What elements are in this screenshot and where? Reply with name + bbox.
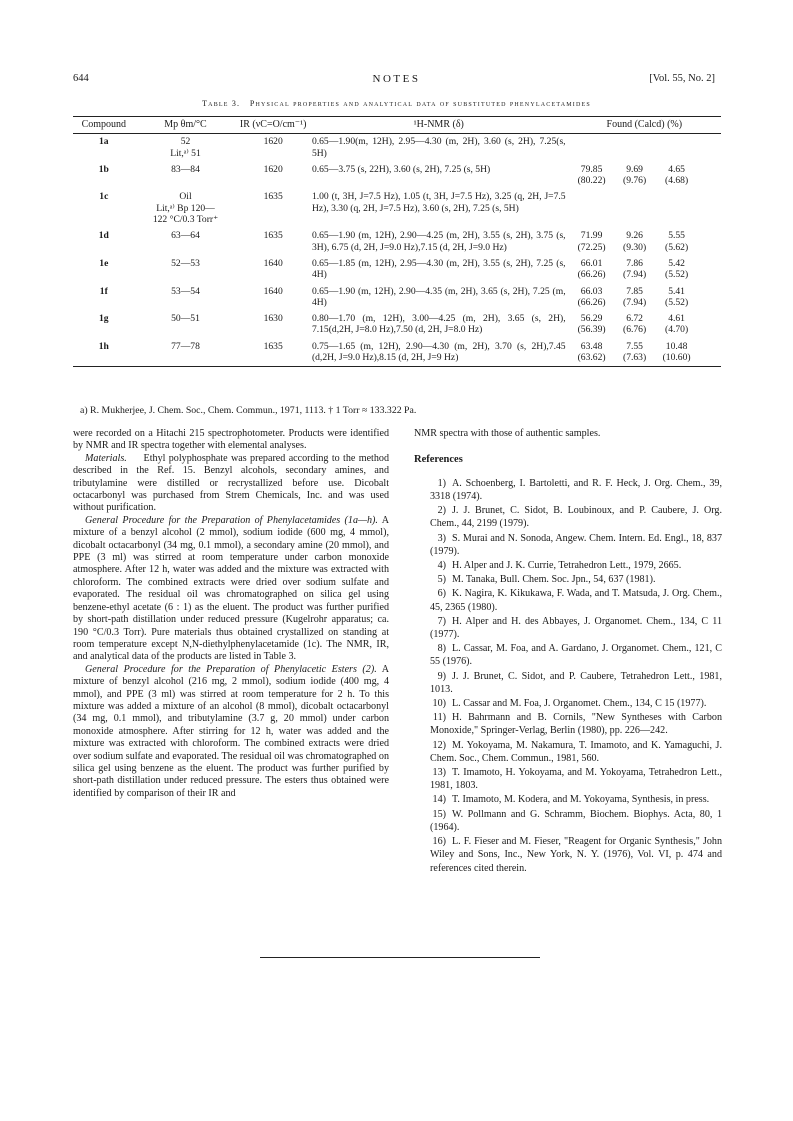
- cell-compound: 1b: [98, 163, 109, 175]
- volume-info: [Vol. 55, No. 2]: [649, 73, 715, 84]
- found-line: [570, 286, 719, 297]
- calcd-line: [570, 297, 719, 308]
- reference-number: 12): [432, 739, 446, 751]
- found-value: 56.29: [580, 313, 603, 325]
- properties-table: [73, 116, 721, 367]
- page-number: 644: [73, 73, 89, 84]
- reference-text: H. Alper and J. K. Currie, Tetrahedron Lett., 1979, 2665.: [452, 560, 682, 572]
- col-header-nmr: ¹H-NMR (δ): [310, 117, 568, 134]
- calcd-value: (80.22): [577, 175, 606, 187]
- cell-nmr: 0.65—1.85 (m, 12H), 2.95—4.30 (m, 2H), 3.55 (s, 2H), 7.25 (s, 4H): [311, 257, 566, 281]
- calcd-value: (7.94): [623, 269, 647, 281]
- calcd-line: [570, 352, 719, 363]
- reference-number: 13): [432, 767, 446, 779]
- calcd-value: (66.26): [577, 296, 606, 308]
- mp-line: 122 °C/0.3 Torr⁺: [152, 214, 219, 226]
- cell-ir: 1635: [263, 230, 283, 242]
- table-caption: [0, 99, 793, 108]
- cell-analysis: [568, 189, 721, 228]
- reference-number: 7): [437, 615, 446, 627]
- reference-text: T. Imamoto, M. Kodera, and M. Yokoyama, Synthesis, in press.: [452, 794, 710, 806]
- found-value: 5.42: [668, 257, 685, 269]
- cell-mp: [135, 134, 237, 162]
- found-value: 66.01: [580, 257, 603, 269]
- cell-compound: 1h: [73, 339, 135, 367]
- found-value: 9.26: [626, 230, 643, 242]
- calcd-value: (7.94): [623, 296, 647, 308]
- found-value: 4.65: [668, 163, 685, 175]
- reference-number: 8): [437, 643, 446, 655]
- calcd-value: (5.52): [665, 296, 689, 308]
- mp-line: 50—51: [171, 313, 200, 325]
- reference-text: S. Murai and N. Sonoda, Angew. Chem. Intern. Ed. Engl., 18, 837 (1979).: [430, 532, 722, 557]
- found-value: 5.55: [668, 230, 685, 242]
- reference-text: A. Schoenberg, I. Bartoletti, and R. F. Heck, J. Org. Chem., 39, 3318 (1974).: [430, 477, 722, 503]
- table-caption-text: Physical properties and analytical data of substituted phenylacetamides: [249, 99, 591, 108]
- mp-line: 52—53: [171, 257, 200, 269]
- cell-ir: 1630: [263, 313, 283, 325]
- calcd-value: (9.30): [623, 241, 647, 253]
- reference-item: [414, 766, 722, 792]
- reference-item: [414, 697, 722, 710]
- found-value: 5.41: [668, 285, 685, 297]
- mp-line: 53—54: [171, 285, 200, 297]
- materials-text: Ethyl polyphosphate was prepared according to the method described in the Ref. 15. Benzyl alcohols, secondary amines, and tributylamine were distilled or recrystallized before use. Dicobalt octacarbonyl was purchased from Strem Chemicals, Inc. and was used without purification.: [73, 452, 389, 514]
- found-value: 9.69: [626, 163, 643, 175]
- found-line: [570, 341, 719, 352]
- found-value: 63.48: [580, 340, 603, 352]
- end-rule: [260, 957, 540, 958]
- cell-nmr: 0.65—1.90 (m, 12H), 2.90—4.35 (m, 2H), 3.65 (s, 2H), 7.25 (m, 4H): [311, 285, 566, 308]
- calcd-value: (5.52): [665, 269, 689, 281]
- found-value: 71.99: [580, 230, 603, 242]
- cell-ir: 1635: [236, 339, 310, 367]
- calcd-value: (4.70): [665, 324, 689, 336]
- col-header-compound: Compound: [73, 117, 135, 134]
- found-value: 7.85: [626, 285, 643, 297]
- reference-item: [414, 615, 722, 641]
- paragraph-procedure-amides: [73, 515, 389, 664]
- reference-item: [414, 808, 722, 834]
- reference-text: H. Bahrmann and B. Cornils, "New Syntheses with Carbon Monoxide," Springer-Verlag, Berlin (1980), pp. 226—242.: [430, 712, 722, 737]
- col-header-ir: IR (νC=O/cm⁻¹): [236, 117, 310, 134]
- found-line: [570, 230, 719, 241]
- found-value: 4.61: [668, 313, 685, 325]
- mp-line: Lit,ᵃ⁾ Bp 120—: [156, 202, 215, 214]
- calcd-value: (7.63): [623, 352, 647, 364]
- cell-nmr: 0.65—1.90 (m, 12H), 2.90—4.25 (m, 2H), 3.55 (s, 2H), 3.75 (s, 3H), 6.75 (d, 2H, J=9.0 Hz),7.15 (d, 2H, J=9.0 Hz): [311, 230, 566, 253]
- calcd-value: (9.76): [623, 175, 647, 187]
- reference-item: [414, 504, 722, 530]
- cell-compound: 1f: [99, 285, 108, 297]
- cell-ir: 1620: [263, 163, 283, 175]
- paragraph-continuation: NMR spectra with those of authentic samples.: [414, 428, 601, 439]
- table-row: [73, 162, 721, 190]
- found-value: 10.48: [665, 340, 688, 352]
- table-row: [73, 228, 721, 256]
- found-value: 7.86: [626, 257, 643, 269]
- table-row: [73, 339, 721, 367]
- reference-text: M. Tanaka, Bull. Chem. Soc. Jpn., 54, 637 (1981).: [452, 574, 656, 586]
- reference-text: L. Cassar and M. Foa, J. Organomet. Chem., 134, C 15 (1977).: [452, 698, 707, 710]
- cell-analysis: [568, 134, 721, 162]
- found-value: 79.85: [580, 163, 603, 175]
- cell-analysis: [568, 162, 721, 190]
- calcd-line: [570, 175, 719, 186]
- reference-number: 14): [432, 794, 446, 806]
- found-line: [570, 258, 719, 269]
- calcd-value: (10.60): [662, 352, 691, 364]
- calcd-value: (5.62): [665, 241, 689, 253]
- running-title: NOTES: [372, 73, 421, 85]
- cell-ir: 1620: [263, 136, 283, 148]
- cell-ir: 1640: [263, 285, 283, 297]
- references-list: [414, 477, 722, 875]
- table-row: [73, 256, 721, 284]
- table-row: [73, 284, 721, 312]
- cell-compound: 1c: [99, 191, 109, 203]
- cell-mp: [135, 228, 237, 256]
- cell-nmr: 0.80—1.70 (m, 12H), 3.00—4.25 (m, 2H), 3.65 (s, 2H), 7.15(d,2H, J=8.0 Hz),7.50 (d, 2H, J=8.0 Hz): [311, 313, 566, 336]
- cell-nmr: 0.65—3.75 (s, 22H), 3.60 (s, 2H), 7.25 (s, 5H): [311, 163, 491, 175]
- found-value: 7.55: [626, 340, 643, 352]
- reference-item: [414, 793, 722, 806]
- found-line: [570, 164, 719, 175]
- cell-nmr: 1.00 (t, 3H, J=7.5 Hz), 1.05 (t, 3H, J=7.5 Hz), 3.25 (q, 2H, J=7.5 Hz), 3.30 (q, 2H, J=7.5 Hz), 3.60 (s, 2H), 7.25 (s, 5H): [311, 191, 566, 214]
- mp-line: 52: [180, 136, 191, 148]
- reference-text: L. Cassar, M. Foa, and A. Gardano, J. Organomet. Chem., 121, C 55 (1976).: [430, 643, 722, 668]
- procedure-esters-text: A mixture of benzyl alcohol (216 mg, 2 mmol), sodium iodide (400 mg, 4 mmol), and PPE (3 ml) was stirred at room temperature for 2 h. To this mixture was added a mixture of an alcohol (8 mmol), dicobalt octacarbonyl (34 mg, 0.1 mmol), and tributylamine (3.7 g, 20 mmol) under carbon monoxide atmosphere. After stirring for 12 h, water was added and the mixture was extracted with chloroform. The combined extracts were dried over sodium sulfate and evaporated. The residual oil was chromatographed on silica gel using benzene as the eluent. The product was further purified by short-path distillation under reduced pressure. The esters thus obtained were identified by comparison of their IR and: [73, 663, 390, 799]
- reference-item: [414, 642, 722, 668]
- table-footnote: a) R. Mukherjee, J. Chem. Soc., Chem. Commun., 1971, 1113. † 1 Torr ≈ 133.322 Pa.: [80, 405, 417, 416]
- reference-text: L. F. Fieser and M. Fieser, "Reagent for Organic Synthesis," John Wiley and Sons, Inc., New York, N. Y. (1976), Vol. VI, p. 474 and references cited therein.: [430, 836, 722, 874]
- found-line: [570, 313, 719, 324]
- mp-line: 83—84: [171, 163, 200, 175]
- reference-number: 3): [437, 532, 446, 544]
- reference-number: 5): [437, 574, 446, 586]
- cell-nmr: 0.65—1.90(m, 12H), 2.95—4.30 (m, 2H), 3.60 (s, 2H), 7.25(s, 5H): [311, 136, 566, 159]
- reference-text: K. Nagira, K. Kikukawa, F. Wada, and T. Matsuda, J. Org. Chem., 45, 2365 (1980).: [430, 588, 722, 613]
- cell-mp: [135, 162, 237, 190]
- calcd-value: (56.39): [577, 324, 606, 336]
- cell-analysis: [568, 256, 721, 284]
- cell-compound: 1d: [98, 230, 109, 242]
- reference-text: J. J. Brunet, C. Sidot, and P. Caubere, Tetrahedron Lett., 1981, 1013.: [430, 670, 722, 695]
- table-caption-label: Table 3.: [202, 99, 241, 108]
- reference-item: [414, 835, 722, 875]
- right-column: [414, 428, 722, 876]
- paragraph-procedure-esters: [73, 664, 389, 800]
- reference-text: H. Alper and H. des Abbayes, J. Organomet. Chem., 134, C 11 (1977).: [430, 615, 722, 641]
- procedure-amides-text: A mixture of a benzyl alcohol (2 mmol), sodium iodide (600 mg, 4 mmol), dicobalt octacarbonyl (34 mg, 0.1 mmol), a secondary amine (20 mmol), and PPE (3 ml) was stirred at room temperature under carbon monoxide atmosphere. After 12 h, water was added and the mixture was extracted with chloroform. The combined extracts were dried over sodium sulfate and evaporated. The residual oil was chromatographed on silica gel using benzene-ethyl acetate (6 : 1) as the eluent. The product was further purified by short-path distillation under reduced pressure (Kugelrohr apparatus; ca. 190 °C/0.3 Torr). Pure materials thus obtained crystallized on standing at room temperature except N,N-diethylphenylacetamide (1c). The NMR, IR, and analytical data of the products are listed in Table 3.: [73, 514, 390, 663]
- reference-number: 4): [437, 560, 446, 572]
- mp-line: Oil: [179, 191, 192, 203]
- cell-mp: [135, 189, 237, 228]
- calcd-value: (66.26): [577, 269, 606, 281]
- table-row: [73, 189, 721, 228]
- mp-line: 77—78: [171, 340, 200, 352]
- reference-item: [414, 711, 722, 737]
- calcd-value: (63.62): [577, 352, 606, 364]
- col-header-mp: Mp θm/°C: [135, 117, 237, 134]
- cell-mp: [135, 256, 237, 284]
- cell-mp: [135, 284, 237, 312]
- procedure-esters-heading: General Procedure for the Preparation of Phenylacetic Esters (2).: [85, 663, 377, 675]
- mp-line: 63—64: [171, 230, 200, 242]
- reference-text: W. Pollmann and G. Schramm, Biochem. Biophys. Acta, 80, 1 (1964).: [430, 808, 722, 833]
- found-value: 6.72: [626, 313, 643, 325]
- mp-line: Lit,ᵃ⁾ 51: [170, 147, 201, 159]
- reference-item: [414, 573, 722, 586]
- col-header-found: Found (Calcd) (%): [568, 117, 721, 134]
- table-row: [73, 134, 721, 162]
- reference-text: T. Imamoto, H. Yokoyama, and M. Yokoyama, Tetrahedron Lett., 1981, 1803.: [430, 767, 722, 792]
- table-header-row: [73, 117, 721, 134]
- reference-item: [414, 739, 722, 765]
- left-column: [73, 428, 389, 800]
- table-row: [73, 311, 721, 339]
- calcd-line: [570, 324, 719, 335]
- cell-nmr: 0.75—1.65 (m, 12H), 2.90—4.30 (m, 2H), 3.70 (s, 2H),7.45 (d,2H, J=9.0 Hz),8.15 (d, 2H, J=9 Hz): [310, 339, 568, 367]
- reference-text: M. Yokoyama, M. Nakamura, T. Imamoto, and K. Yamaguchi, J. Chem. Soc., Chem. Commun., 1981, 560.: [430, 739, 722, 764]
- reference-item: [414, 532, 722, 558]
- reference-number: 11): [432, 712, 446, 724]
- cell-compound: 1e: [99, 257, 109, 269]
- reference-number: 6): [437, 588, 446, 600]
- materials-heading: Materials.: [85, 452, 127, 464]
- cell-mp: [135, 339, 237, 367]
- paragraph-instrument: were recorded on a Hitachi 215 spectrophotometer. Products were identified by NMR and IR spectra together with elemental analyses.: [73, 428, 389, 452]
- calcd-value: (72.25): [577, 241, 606, 253]
- cell-compound: 1g: [99, 313, 109, 325]
- cell-analysis: [568, 339, 721, 367]
- procedure-amides-heading: General Procedure for the Preparation of Phenylacetamides (1a—h).: [85, 514, 378, 526]
- cell-mp: [135, 311, 237, 339]
- reference-text: J. J. Brunet, C. Sidot, B. Loubinoux, and P. Caubere, J. Org. Chem., 44, 2199 (1979).: [430, 505, 722, 530]
- calcd-value: (6.76): [623, 324, 647, 336]
- table-body: [73, 134, 721, 367]
- references-heading: References: [414, 454, 463, 466]
- calcd-line: [570, 269, 719, 280]
- cell-compound: 1a: [99, 136, 109, 148]
- cell-ir: 1635: [263, 191, 283, 203]
- reference-number: 1): [437, 477, 446, 489]
- reference-item: [414, 587, 722, 613]
- cell-ir: 1640: [263, 257, 283, 269]
- reference-number: 15): [432, 808, 446, 820]
- cell-analysis: [568, 228, 721, 256]
- reference-number: 10): [432, 698, 446, 710]
- reference-number: 9): [437, 670, 446, 682]
- reference-item: [414, 477, 722, 503]
- reference-number: 2): [437, 505, 446, 517]
- calcd-value: (4.68): [665, 175, 689, 187]
- reference-item: [414, 559, 722, 572]
- found-value: 66.03: [580, 285, 603, 297]
- cell-analysis: [568, 284, 721, 312]
- reference-item: [414, 670, 722, 696]
- reference-number: 16): [432, 836, 446, 848]
- calcd-line: [570, 242, 719, 253]
- paragraph-materials: [73, 453, 389, 515]
- cell-analysis: [568, 311, 721, 339]
